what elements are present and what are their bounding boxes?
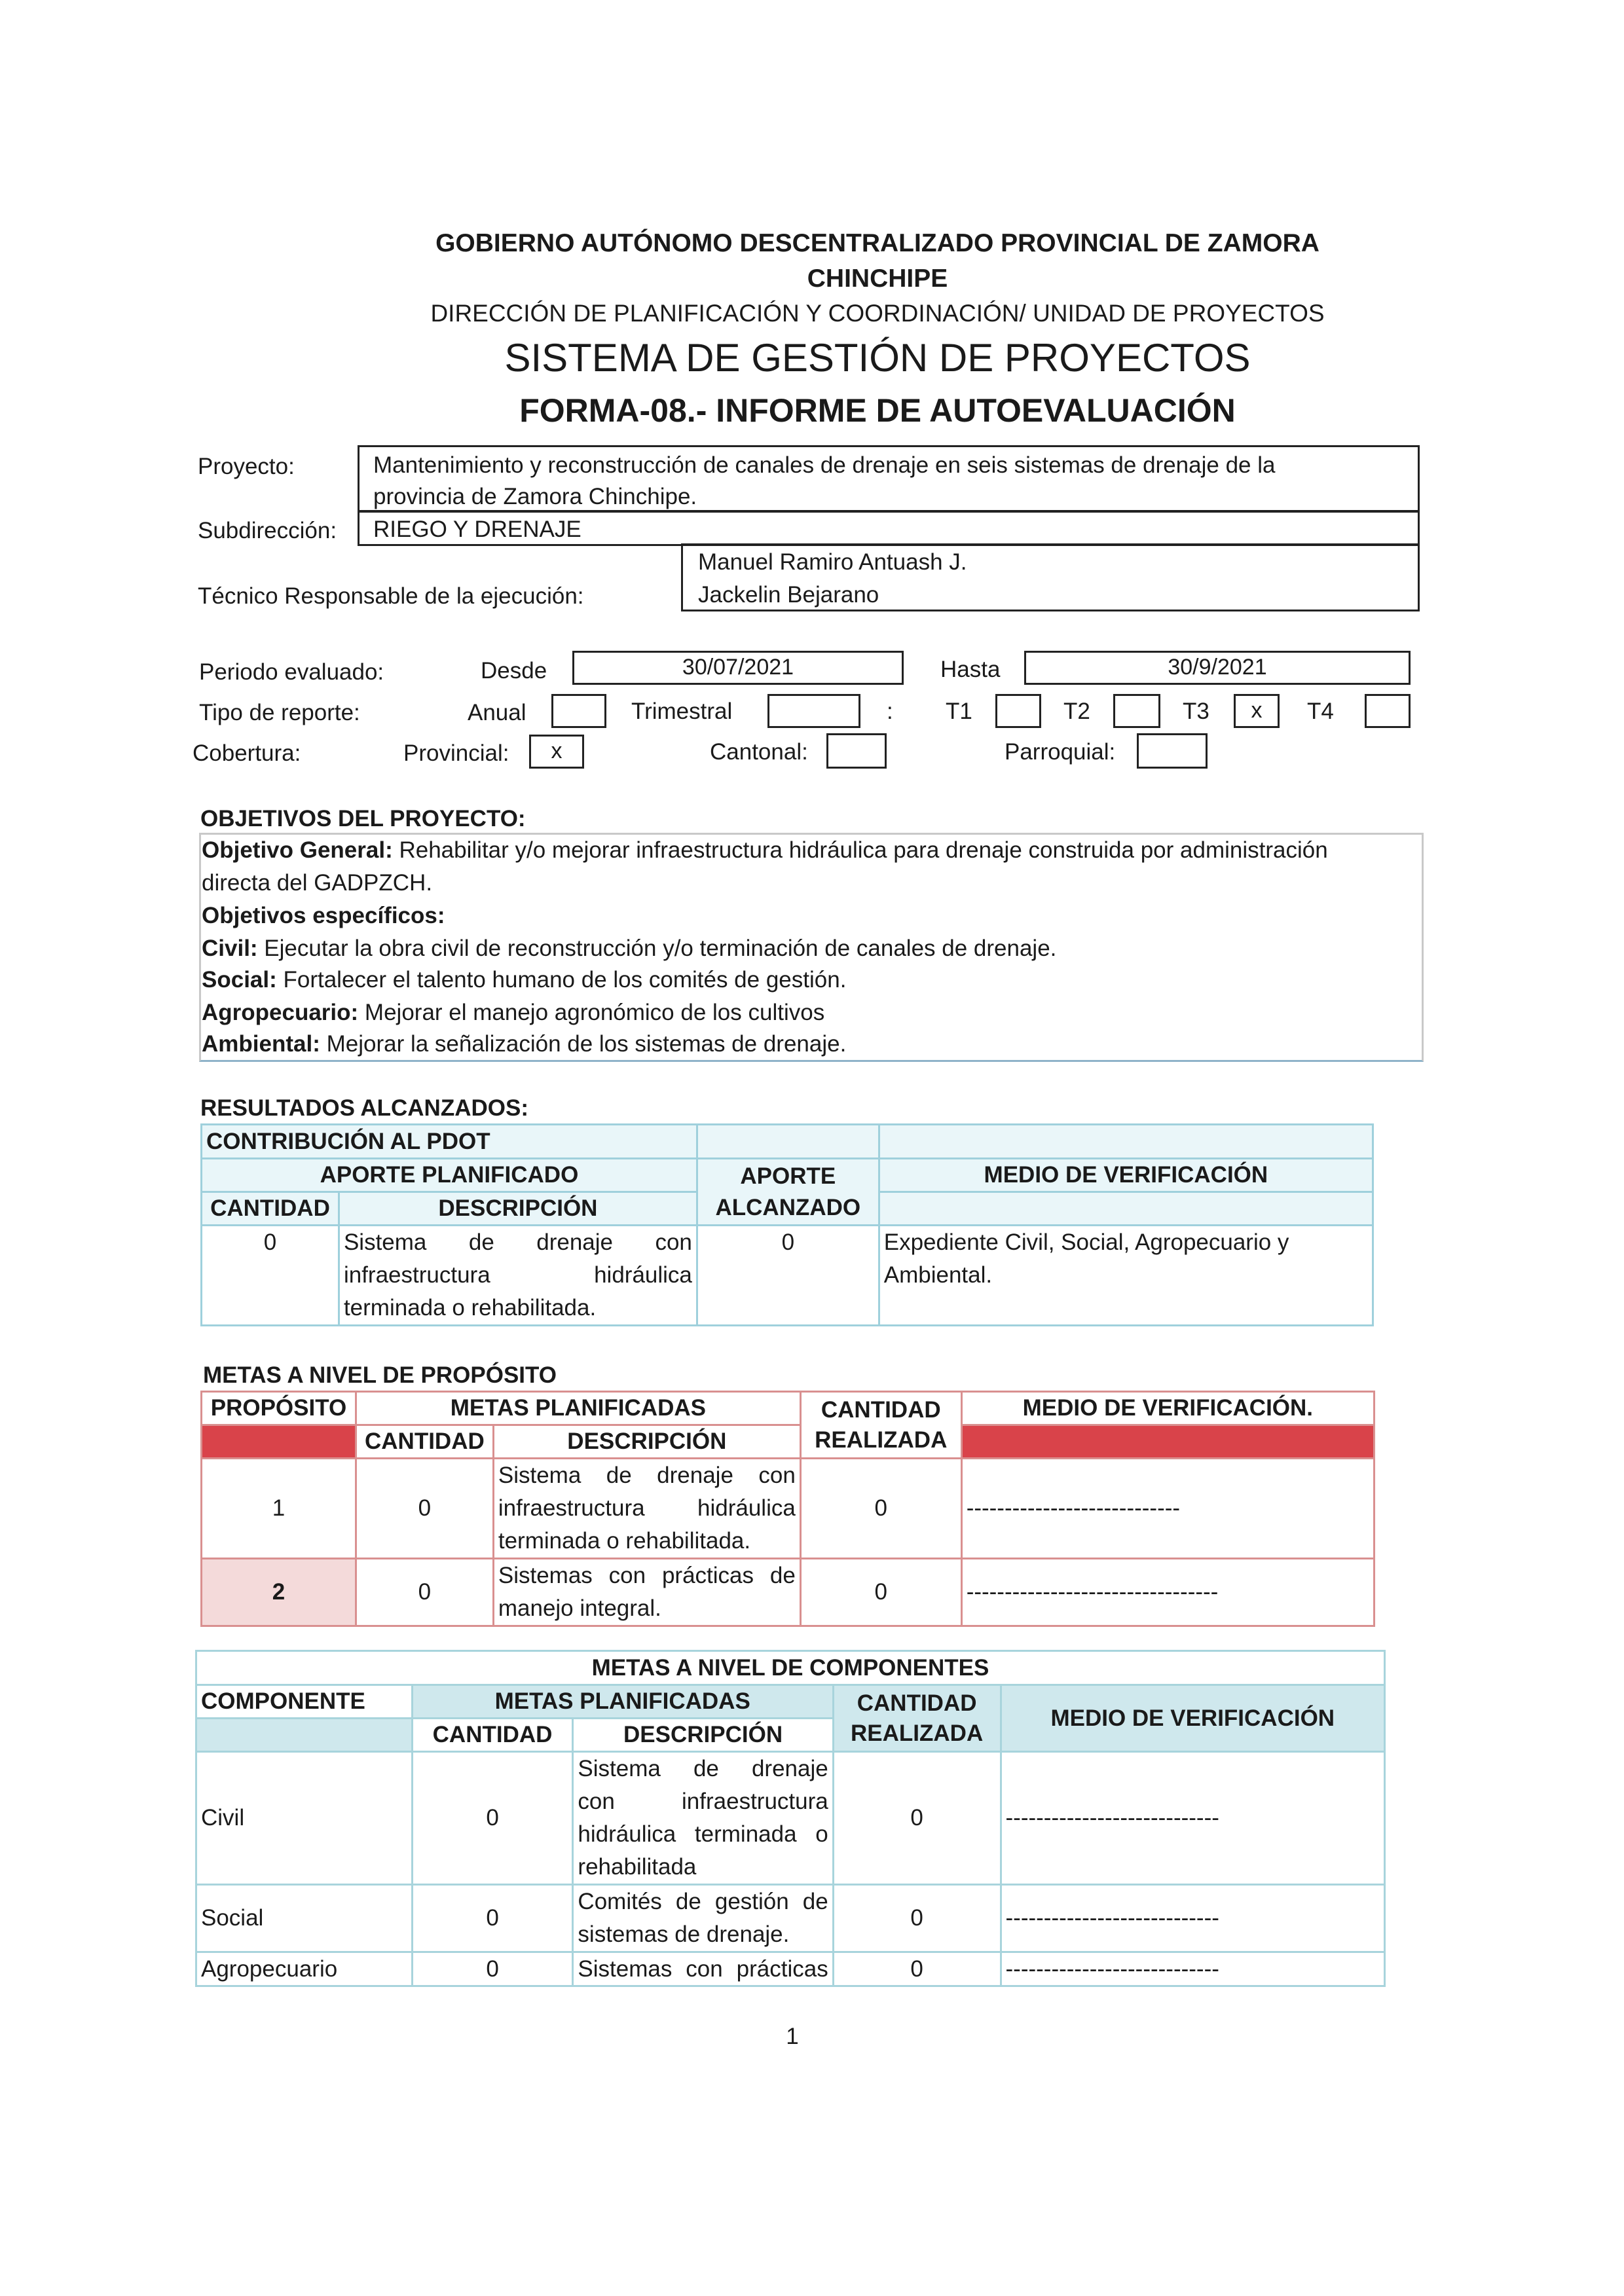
civil-text: Ejecutar la obra civil de reconstrucción y/o terminación de canales de drenaje. (257, 936, 1057, 961)
realizada-cell: 0 (833, 1752, 1001, 1885)
t2-checkbox[interactable] (1113, 694, 1160, 728)
metas-proposito-table (200, 1391, 1375, 1627)
descripcion-cell: Comités de gestión de sistemas de drenaje. (573, 1885, 833, 1952)
desde-field[interactable]: 30/07/2021 (572, 651, 904, 685)
cantidad-header: CANTIDAD (356, 1425, 493, 1459)
cobertura-label: Cobertura: (193, 740, 301, 766)
realizada-cell: 0 (833, 1952, 1001, 1986)
pdot-row-cantidad: 0 (202, 1226, 339, 1326)
objetivo-general-label: Objetivo General: (202, 837, 393, 863)
aporte-planificado-header: APORTE PLANIFICADO (202, 1159, 697, 1192)
pdot-row-medio: Expediente Civil, Social, Agropecuario y Ambiental. (879, 1226, 1373, 1326)
cantidad-header: CANTIDAD (412, 1719, 573, 1752)
objetivo-civil (202, 932, 1056, 965)
metas-proposito-title: METAS A NIVEL DE PROPÓSITO (203, 1362, 557, 1388)
tipo-reporte-label: Tipo de reporte: (199, 700, 360, 725)
page-number: 1 (786, 2024, 799, 2049)
descripcion-cell: Sistema de drenaje con infraestructura hidráulica terminada o rehabilitada. (493, 1459, 800, 1559)
tecnico-label: Técnico Responsable de la ejecución: (198, 583, 584, 609)
descripcion-header: DESCRIPCIÓN (573, 1719, 833, 1752)
descripcion-cell: Sistemas con prácticas (573, 1952, 833, 1986)
medio-cell: ---------------------------- (1001, 1885, 1384, 1952)
metas-planificadas-header: METAS PLANIFICADAS (412, 1685, 833, 1719)
system-title: SISTEMA DE GESTIÓN DE PROYECTOS (504, 336, 1251, 380)
hasta-field[interactable]: 30/9/2021 (1024, 651, 1411, 685)
pdot-title: CONTRIBUCIÓN AL PDOT (202, 1125, 697, 1159)
cantidad-header: CANTIDAD (202, 1192, 339, 1226)
agro-text: Mejorar el manejo agronómico de los cultivos (358, 1000, 825, 1025)
table-row (202, 1459, 1375, 1559)
provincial-checkbox[interactable]: x (529, 735, 584, 769)
tecnico-name-1: Manuel Ramiro Antuash J. (698, 549, 967, 575)
objetivos-title: OBJETIVOS DEL PROYECTO: (200, 806, 526, 831)
social-label: Social: (202, 967, 277, 993)
tecnico-name-2: Jackelin Bejarano (698, 582, 879, 608)
form-title: FORMA-08.- INFORME DE AUTOEVALUACIÓN (519, 392, 1236, 429)
medio-verificacion-header: MEDIO DE VERIFICACIÓN (879, 1159, 1373, 1192)
realizada-cell: 0 (833, 1885, 1001, 1952)
provincial-label: Provincial: (403, 740, 509, 766)
cantidad-realizada-header: CANTIDAD REALIZADA (833, 1685, 1001, 1752)
objetivo-ambiental (202, 1028, 846, 1061)
agro-label: Agropecuario: (202, 1000, 359, 1025)
proyecto-line-1: Mantenimiento y reconstrucción de canales de drenaje en seis sistemas de drenaje de la (373, 452, 1276, 478)
objetivo-social (202, 964, 846, 996)
table-row (202, 1559, 1375, 1626)
table-row (196, 1752, 1385, 1885)
civil-label: Civil: (202, 936, 258, 961)
metas-componentes-table (195, 1650, 1386, 1987)
medio-cell: ---------------------------- (1001, 1752, 1384, 1885)
trimestral-colon: : (887, 699, 893, 724)
cantonal-label: Cantonal: (710, 739, 808, 765)
parroquial-label: Parroquial: (1005, 739, 1116, 765)
t2-label: T2 (1063, 699, 1090, 724)
componente-cell: Social (196, 1885, 413, 1952)
header-line-1: GOBIERNO AUTÓNOMO DESCENTRALIZADO PROVINCIAL DE ZAMORA (435, 229, 1320, 257)
realizada-cell: 0 (800, 1559, 961, 1626)
periodo-label: Periodo evaluado: (199, 659, 384, 685)
header-line-2: CHINCHIPE (807, 264, 948, 293)
anual-checkbox[interactable] (551, 694, 606, 728)
proyecto-label: Proyecto: (198, 454, 295, 479)
pdot-row-descripcion: Sistema de drenaje con infraestructura hidráulica terminada o rehabilitada. (339, 1226, 697, 1326)
cantonal-checkbox[interactable] (826, 733, 887, 769)
medio-verificacion-header: MEDIO DE VERIFICACIÓN. (961, 1392, 1374, 1425)
header-line-3: DIRECCIÓN DE PLANIFICACIÓN Y COORDINACIÓN/ UNIDAD DE PROYECTOS (430, 300, 1325, 327)
t3-checkbox[interactable]: x (1234, 694, 1280, 728)
table-row (196, 1885, 1385, 1952)
t1-checkbox[interactable] (995, 694, 1041, 728)
realizada-cell: 0 (800, 1459, 961, 1559)
anual-label: Anual (468, 700, 526, 725)
subdireccion-value: RIEGO Y DRENAJE (373, 517, 581, 542)
trimestral-checkbox[interactable] (767, 694, 860, 728)
cantidad-cell: 0 (412, 1752, 573, 1885)
trimestral-label: Trimestral (631, 699, 733, 724)
objetivo-general (202, 834, 1328, 867)
social-text: Fortalecer el talento humano de los comités de gestión. (276, 967, 847, 993)
cantidad-cell: 0 (356, 1459, 493, 1559)
table-row (196, 1952, 1385, 1986)
cantidad-realizada-header: CANTIDAD REALIZADA (800, 1392, 961, 1459)
cantidad-cell: 0 (412, 1952, 573, 1986)
medio-cell: --------------------------------- (961, 1559, 1374, 1626)
objetivos-especificos-label: Objetivos específicos: (202, 903, 445, 928)
pdot-table (200, 1123, 1374, 1326)
aporte-alcanzado-header: APORTE ALCANZADO (697, 1159, 879, 1226)
t1-label: T1 (946, 699, 972, 724)
parroquial-checkbox[interactable] (1137, 733, 1208, 769)
medio-cell: ---------------------------- (1001, 1952, 1384, 1986)
t4-label: T4 (1307, 699, 1334, 724)
amb-text: Mejorar la señalización de los sistemas de drenaje. (320, 1031, 847, 1057)
proposito-cell: 2 (202, 1559, 356, 1626)
objetivo-general-text-1: Rehabilitar y/o mejorar infraestructura hidráulica para drenaje construida por administración (392, 837, 1328, 863)
hasta-label: Hasta (940, 657, 1001, 682)
t4-checkbox[interactable] (1365, 694, 1411, 728)
medio-cell: ---------------------------- (961, 1459, 1374, 1559)
cantidad-cell: 0 (412, 1885, 573, 1952)
desde-label: Desde (481, 658, 547, 683)
descripcion-header: DESCRIPCIÓN (339, 1192, 697, 1226)
componente-cell: Civil (196, 1752, 413, 1885)
proyecto-line-2: provincia de Zamora Chinchipe. (373, 484, 697, 509)
objetivo-general-text-2: directa del GADPZCH. (202, 870, 433, 896)
descripcion-header: DESCRIPCIÓN (493, 1425, 800, 1459)
t3-label: T3 (1183, 699, 1209, 724)
amb-label: Ambiental: (202, 1031, 320, 1057)
pdot-row-alcanzado: 0 (697, 1226, 879, 1326)
subdireccion-label: Subdirección: (198, 518, 337, 543)
componente-header: COMPONENTE (196, 1685, 413, 1719)
metas-componentes-title: METAS A NIVEL DE COMPONENTES (196, 1651, 1385, 1685)
resultados-title: RESULTADOS ALCANZADOS: (200, 1095, 528, 1121)
medio-verificacion-header: MEDIO DE VERIFICACIÓN (1001, 1685, 1384, 1752)
proposito-cell: 1 (202, 1459, 356, 1559)
descripcion-cell: Sistema de drenaje con infraestructura hidráulica terminada o rehabilitada (573, 1752, 833, 1885)
descripcion-cell: Sistemas con prácticas de manejo integral. (493, 1559, 800, 1626)
proposito-header: PROPÓSITO (202, 1392, 356, 1425)
cantidad-cell: 0 (356, 1559, 493, 1626)
componente-cell: Agropecuario (196, 1952, 413, 1986)
objetivo-agropecuario (202, 996, 824, 1029)
metas-planificadas-header: METAS PLANIFICADAS (356, 1392, 800, 1425)
